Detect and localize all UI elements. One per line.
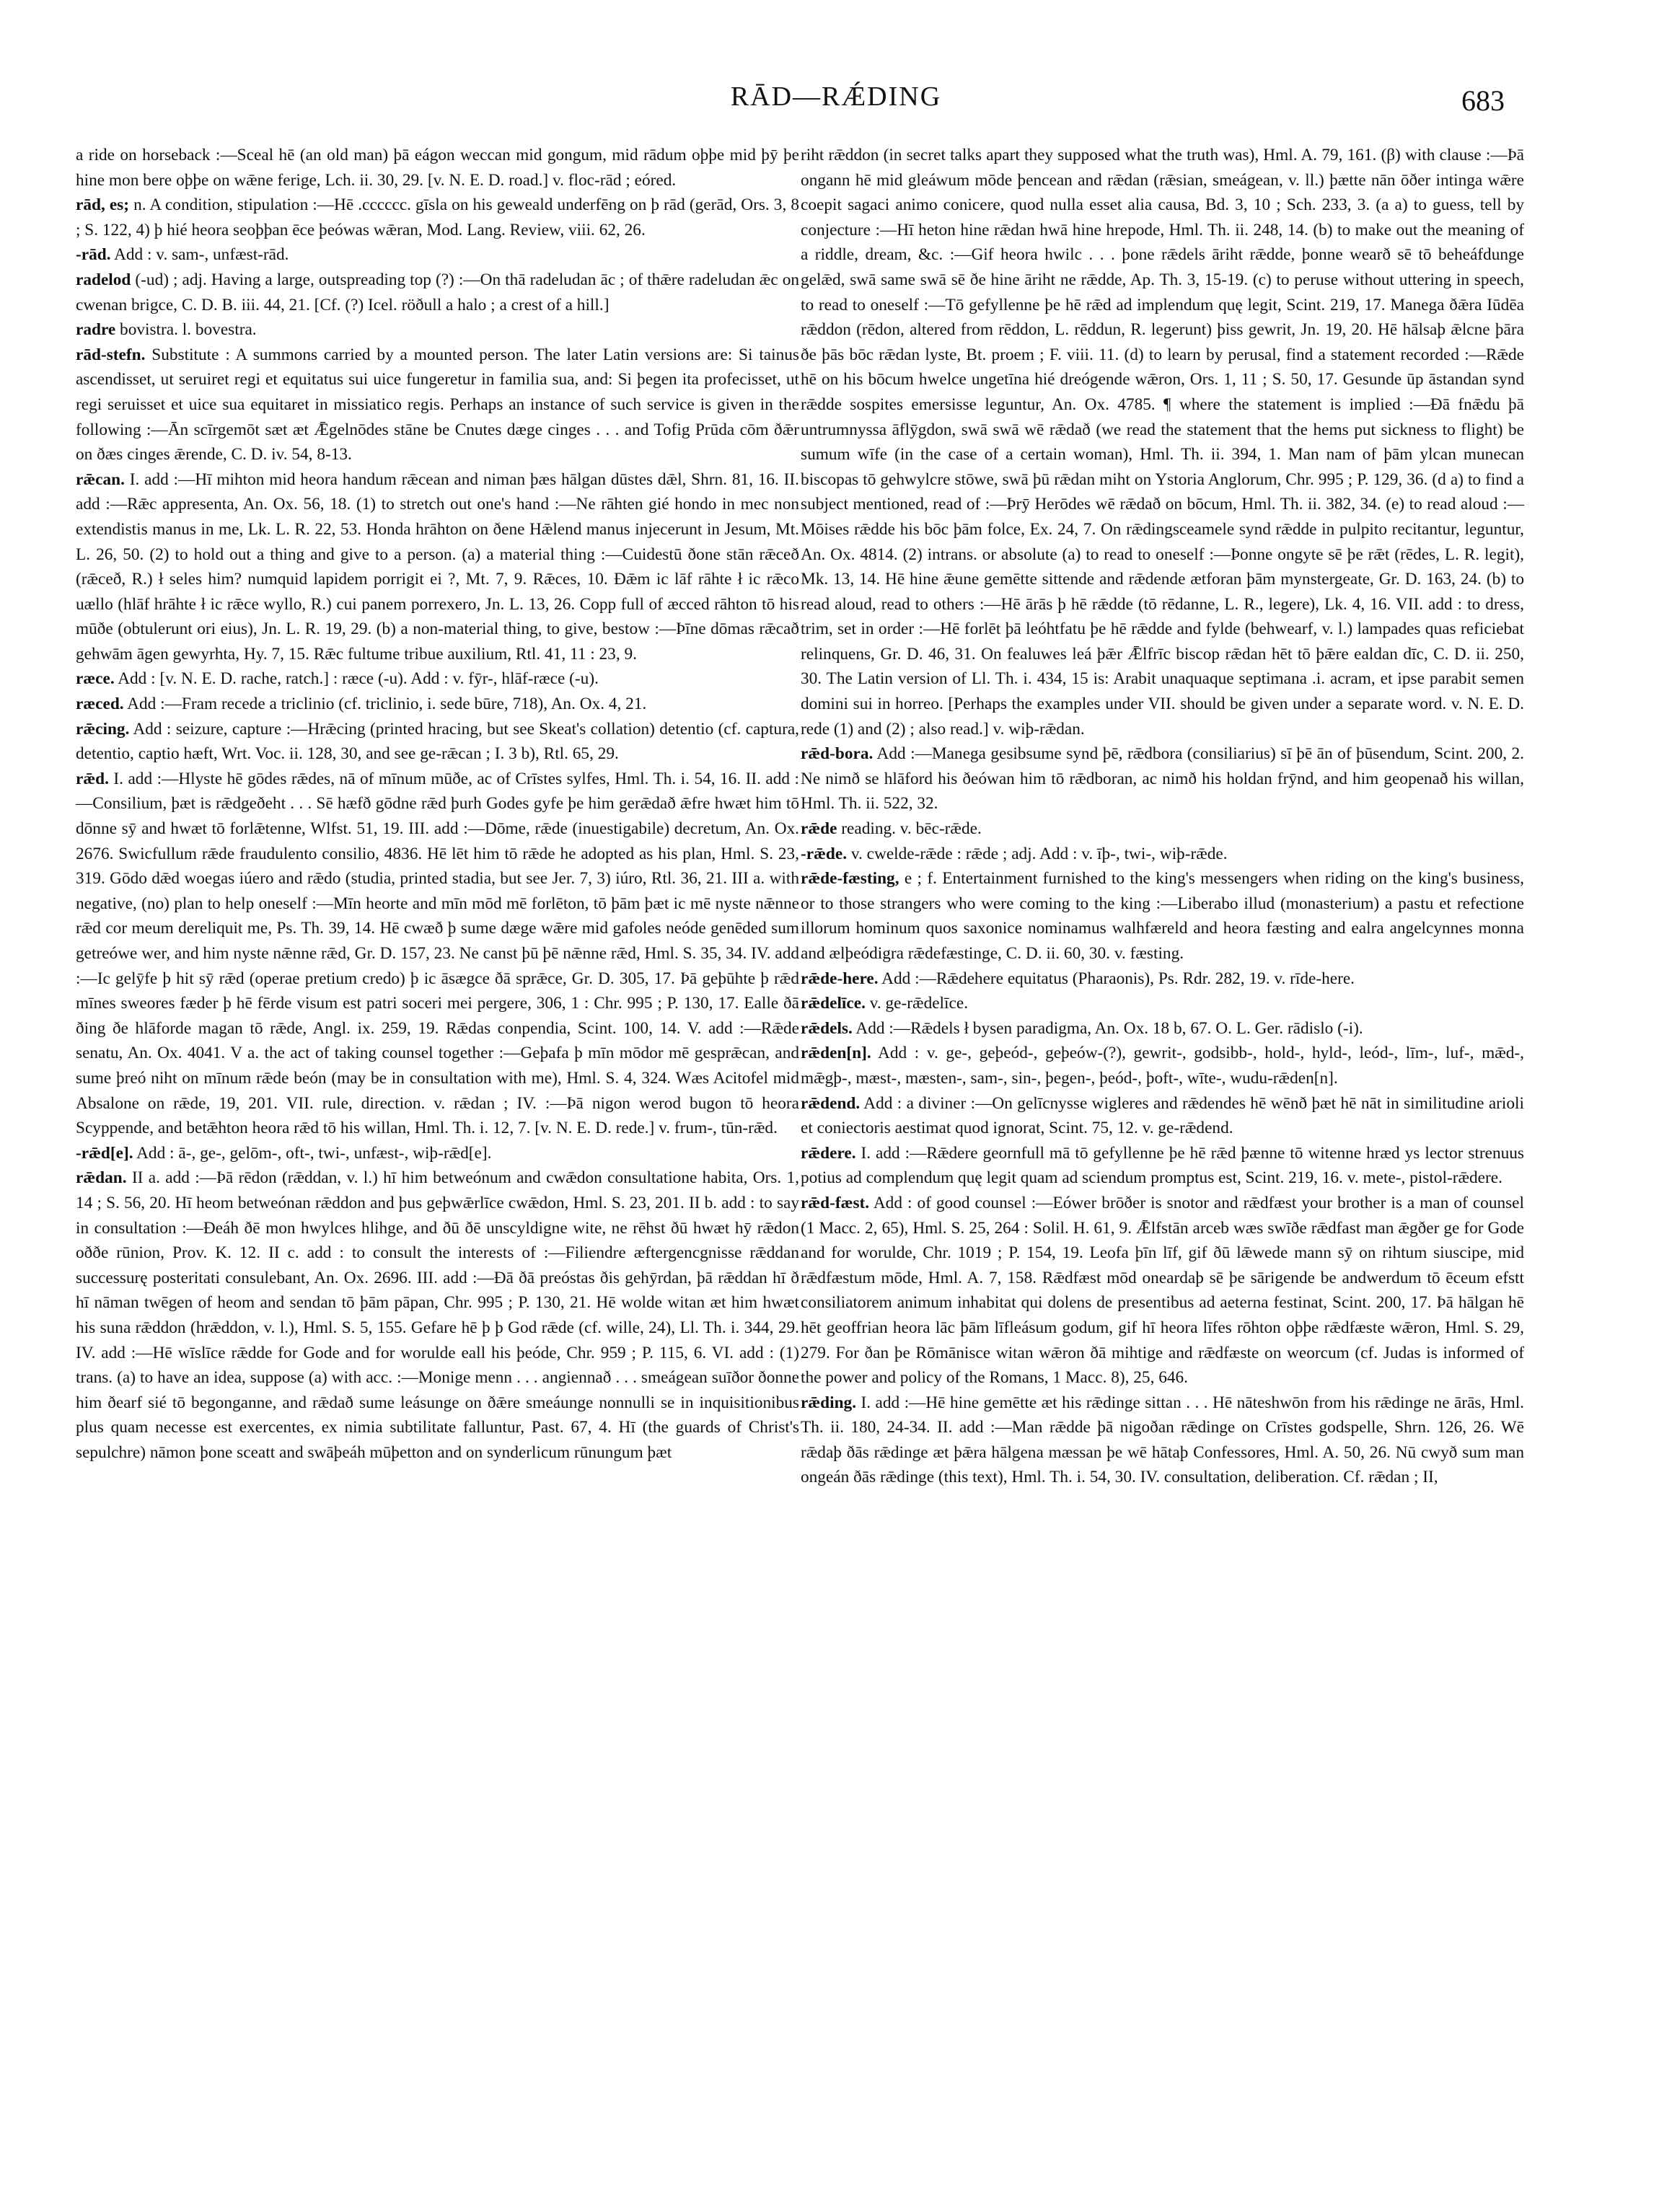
dictionary-entry [76, 692, 799, 717]
entry-headword: rād-stefn. [76, 345, 146, 364]
dictionary-entry [76, 1166, 799, 1465]
entry-headword: rǣdan. [76, 1168, 127, 1188]
dictionary-entry [801, 143, 1524, 741]
entry-headword: -rǣd[e]. [76, 1143, 133, 1163]
entry-text: (-ud) ; adj. Having a large, outspreading top (?) :—On thā radeludan āc ; of thǣre radeludan ǣc on cwenan brigce, C. D. B. iii. 44, 21. [Cf. (?) Icel. röðull a halo ; a crest of a hill.] [76, 270, 799, 314]
dictionary-entry [801, 1141, 1524, 1191]
dictionary-entry [801, 1091, 1524, 1141]
dictionary-entry [801, 741, 1524, 816]
entry-headword: rǣdelīce. [801, 994, 866, 1013]
dictionary-entry [76, 767, 799, 1141]
dictionary-entry [76, 143, 799, 193]
entry-text: Add :—Rǣdehere equitatus (Pharaonis), Ps. Rdr. 282, 19. v. rīde-here. [878, 969, 1355, 988]
dictionary-entry [76, 1141, 799, 1166]
dictionary-entry [76, 467, 799, 667]
entry-headword: rǣdere. [801, 1143, 856, 1163]
entry-headword: rǣcan. [76, 470, 125, 489]
entry-text: Add :—Rǣdels ł bysen paradigma, An. Ox. 18 b, 67. O. L. Ger. rādislo (-i). [852, 1018, 1363, 1038]
dictionary-entry [801, 816, 1524, 842]
entry-headword: ræced. [76, 695, 124, 714]
entry-headword: rǣde [801, 819, 837, 839]
entry-text: bovistra. l. bovestra. [115, 320, 257, 340]
dictionary-entry [76, 717, 799, 767]
dictionary-entry [801, 1016, 1524, 1041]
entry-headword: radelod [76, 270, 131, 289]
entry-text: Add : of good counsel :—Eówer brōðer is snotor and rǣdfæst your brother is a man of counsel (1 Macc. 2, 65), Hml. S. 25, 264 : Solil. H. 61, 9. Ǣlfstān arceb wæs swīðe rǣdfast man ǣgðer ge for Gode and for worulde, Chr. 1019 ; P. 154, 19. Leofa þīn līf, gif ðū lǣwede mann sȳ on rihtum siuscipe, mid rǣdfæstum mōde, Hml. A. 7, 158. Rǣdfæst mōd oneardaþ sē þe sārigende be andwerdum tō ēceum efstt consiliatorem animum inhabitat qui dolens de presentibus ad aeterna festinat, Scint. 200, 17. Þā hālgan hē hēt geoffrian heora lāc þām līfleásum godum, gif hī heora līfes rōhton oþþe rǣdfæste wǣron, Hml. S. 29, 279. For ðan þe Rōmānisce witan wǣron ðā mihtige and rǣdfæste on weorcum (cf. Judas is informed of the power and policy of the Romans, 1 Macc. 8), 25, 646. [801, 1193, 1524, 1388]
entry-text: Add : a diviner :—On gelīcnysse wigleres and rǣdendes hē wēnð þæt hē nāt in similitudine arioli et coniectoris aestimat quod ignorat, Scint. 75, 12. v. ge-rǣdend. [801, 1093, 1524, 1138]
entry-text: I. add :—Hī mihton mid heora handum rǣcean and niman þæs hālgan dūstes dǣl, Shrn. 81, 16. II. add :—Rǣc appresenta, An. Ox. 56, 18. (1) to stretch out one's hand :—Ne rāhten gié hondo in mec non extendistis manus in me, Lk. L. R. 22, 53. Honda hrāhton on ðene Hǣlend manus injecerunt in Jesum, Mt. L. 26, 50. (2) to hold out a thing and give to a person. (a) a material thing :—Cuidestū ðone stān rǣceð (rǣceð, R.) ł seles him? numquid lapidem porrigit ei ?, Mt. 7, 9. Rǣces, 10. Ðǣm ic lāf rāhte ł ic rǣco uællo (hlāf hrāhte ł ic rǣce wyllo, R.) cui panem porrexero, Jn. L. 13, 26. Copp full of æcced rāhton tō his mūðe (obtulerunt ori eius), Jn. L. R. 19, 29. (b) a non-material thing, to give, bestow :—Þīne dōmas rǣcað gehwām āgen gewyrhta, Hy. 7, 15. Rǣc fultume tribue auxilium, Rtl. 41, 11 : 23, 9. [76, 470, 799, 664]
dictionary-entry [76, 317, 799, 343]
dictionary-entry [801, 1041, 1524, 1090]
dictionary-entry [76, 268, 799, 317]
entry-text: Add :—Fram recede a triclinio (cf. triclinio, i. sede būre, 718), An. Ox. 4, 21. [123, 695, 647, 714]
entry-text: e ; f. Entertainment furnished to the king's messengers when riding on the king's business, or to those strangers who were coming to the king :—Liberabo illud (monasterium) a pastu et refectione illorum hominum quos saxonice nominamus walhfæreld and heora fæsting and ealra angelcynnes monna and ælþeódigra rǣdefæstinge, C. D. ii. 60, 30. v. fæsting. [801, 869, 1524, 963]
running-title: RĀD—RǼDING [730, 81, 942, 112]
entry-headword: rǣden[n]. [801, 1044, 871, 1063]
entry-text: Add : v. ge-, geþeód-, geþeów-(?), gewrit-, godsibb-, hold-, hyld-, leód-, līm-, luf-, mǣd-, mǣgþ-, mæst-, mæsten-, sam-, sin-, þegen-, þeód-, þoft-, wīte-, wudu-rǣden[n]. [801, 1044, 1524, 1088]
entry-headword: rǣcing. [76, 719, 130, 739]
entry-headword: rǣde-fæsting, [801, 869, 899, 889]
dictionary-entry [76, 343, 799, 467]
entry-headword: radre [76, 320, 116, 340]
entry-text: v. cwelde-rǣde : rǣde ; adj. Add : v. īþ-, twi-, wiþ-rǣde. [847, 844, 1228, 863]
entry-text: Add :—Manega gesibsume synd þē, rǣdbora (consiliarius) sī þē ān of þūsendum, Scint. 200, 2. Ne nimð se hlāford his ðeówan him tō rǣdboran, ac nimð his holdan frȳnd, and him geopenað his willan, Hml. Th. ii. 522, 32. [801, 744, 1524, 814]
entry-headword: rǣd-fæst. [801, 1193, 870, 1212]
dictionary-entry [801, 991, 1524, 1016]
dictionary-entry [76, 193, 799, 242]
entry-text: Add : seizure, capture :—Hrǣcing (printed hracing, but see Skeat's collation) detentio (cf. captura, detentio, captio hæft, Wrt. Voc. ii. 128, 30, and see ge-rǣcan ; I. 3 b), Rtl. 65, 29. [76, 719, 799, 764]
entry-text: riht rǣddon (in secret talks apart they supposed what the truth was), Hml. A. 79, 161. (β) with clause :—Þā ongann hē mid gleáwum mōde þencean and rǣdan (rǣsian, smeágean, v. ll.) þætte nān ōðer intinga wǣre coepit sagaci animo conicere, quod nulla esset alia causa, Bd. 3, 10 ; Sch. 233, 3. (a a) to guess, tell by conjecture :—Hī heton hine rǣdan hwā hine hrepode, Hml. Th. ii. 248, 14. (b) to make out the meaning of a riddle, dream, &c. :—Gif heora hwilc . . . þone rǣdels āriht rǣdde, þonne wearð sē tō beheáfdunge gelǣd, swā same swā sē ðe hine āriht ne rǣdde, Ap. Th. 3, 15-19. (c) to peruse without uttering in speech, to read to oneself :—Tō gefyllenne þe hē rǣd ad implendum quę legit, Scint. 219, 17. Manega ðǣra Iūdēa rǣddon (rēdon, altered from rēddon, L. rēddun, R. legerunt) þiss gewrit, Jn. 19, 20. Hē hālsaþ ǣlcne þāra ðe þās bōc rǣdan lyste, Bt. proem ; F. viii. 11. (d) to learn by perusal, find a statement recorded :—Rǣde hē on his bōcum hwelce ungetīna hié dreógende wǣron, Ors. 1, 11 ; S. 50, 17. Gesunde ūp āstandan synd rǣdde sospites emersisse leguntur, An. Ox. 4785. ¶ where the statement is implied :—Ðā fnǣdu þā untrumnyssa āflȳgdon, swā swā wē rǣdað (we read the statement that the hems put sickness to flight) be sumum wīfe (in the case of a certain woman), Hml. Th. ii. 394, 1. Man nam of þām ylcan munecan biscopas tō gehwylcre stōwe, swā þū rǣdan miht on Ystoria Anglorum, Chr. 995 ; P. 129, 36. (d a) to find a subject mentioned, read of :—Þrȳ Herōdes wē rǣdað on bōcum, Hml. Th. ii. 382, 34. (e) to read aloud :—Mōises rǣdde his bōc þām folce, Ex. 24, 7. On rǣdingsceamele synd rǣdde in pulpito recitantur, leguntur, An. Ox. 4814. (2) intrans. or absolute (a) to read to oneself :—Þonne ongyte sē þe rǣt (rēdes, L. R. legit), Mk. 13, 14. Hē hine ǣune gemētte sittende and rǣdende ætforan þām mynstergeate, Gr. D. 163, 24. (b) to read aloud, read to others :—Hē ārās þ hē rǣdde (tō rēdanne, L. R., legere), Lk. 4, 16. VII. add : to dress, trim, set in order :—Hē forlēt þā leóhtfatu þe hē rǣdde and fylde (behwearf, v. l.) lampades quas reficiebat relinquens, Gr. D. 46, 31. On fealuwes leá þǣr Ǣlfrīc biscop rǣdan hēt tō þǣre ealdan dīc, C. D. ii. 250, 30. The Latin version of Ll. Th. i. 434, 15 is: Arabit unaquaque septimana .i. acram, et ipse parabit semen domini sui in horreo. [Perhaps the examples under VII. should be given under a separate word. v. N. E. D. rede (1) and (2) ; also read.] v. wiþ-rǣdan. [801, 146, 1524, 739]
entry-headword: rǣdels. [801, 1018, 853, 1038]
dictionary-entry [76, 666, 799, 692]
entry-text: I. add :—Hē hine gemētte æt his rǣdinge sittan . . . Hē nāteshwōn from his rǣdinge ne ārās, Hml. Th. ii. 180, 24-34. II. add :—Man rǣdde þā nigoðan rǣdinge on Crīstes godspelle, Shrn. 126, 26. Wē rǣdaþ ðās rǣdinge æt þǣra hālgena mæssan þe wē hātaþ Confessores, Hml. A. 50, 26. Nū cwyð sum man ongeán ðās rǣdinge (this text), Hml. Th. i. 54, 30. IV. consultation, deliberation. Cf. rǣdan ; II, [801, 1393, 1524, 1487]
right-column [801, 143, 1524, 1490]
entry-headword: rǣding. [801, 1393, 857, 1412]
entry-headword: rād, es; [76, 195, 130, 215]
left-column [76, 143, 799, 1465]
entry-headword: rǣd-bora. [801, 744, 874, 764]
entry-headword: -rād. [76, 245, 111, 265]
entry-text: I. add :—Rǣdere geornfull mā tō gefyllenne þe hē rǣd þænne tō witenne hræd ys lector strenuus potius ad complendum quę legit quam ad sciendum promptus est, Scint. 219, 16. v. mete-, pistol-rǣdere. [801, 1143, 1524, 1188]
entry-headword: -rǣde. [801, 844, 848, 863]
entry-text: reading. v. bēc-rǣde. [837, 819, 982, 839]
page-number: 683 [1461, 84, 1505, 117]
entry-headword: rǣd. [76, 769, 109, 788]
dictionary-entry [76, 242, 799, 268]
dictionary-entry [801, 1391, 1524, 1490]
entry-text: a ride on horseback :—Sceal hē (an old man) þā eágon weccan mid gongum, mid rādum oþþe mid þȳ þe hine mon bere oþþe on wǣne ferige, Lch. ii. 30, 29. [v. N. E. D. road.] v. floc-rād ; eóred. [76, 146, 799, 190]
entry-text: Add : v. sam-, unfæst-rād. [110, 245, 289, 265]
entry-text: Add : [v. N. E. D. rache, ratch.] : ræce (-u). Add : v. fȳr-, hlāf-ræce (-u). [114, 669, 599, 689]
dictionary-entry [801, 866, 1524, 966]
entry-headword: rǣde-here. [801, 969, 879, 988]
entry-text: n. A condition, stipulation :—Hē .cccccc. gīsla on his geweald underfēng on þ rād (gerād, Ors. 3, 8 ; S. 122, 4) þ hié heora seoþþan ēce þeówas wǣran, Mod. Lang. Review, viii. 62, 26. [76, 195, 800, 239]
entry-text: II a. add :—Þā rēdon (rǣddan, v. l.) hī him betweónum and cwǣdon consultatione habita, Ors. 1, 14 ; S. 56, 20. Hī heom betweónan rǣddon and þus geþwǣrlīce cwǣdon, Hml. S. 23, 201. II b. add : to say in consultation :—Ðeáh ðē mon hwylces hlihge, and ðū ðē unscyldigne wite, ne rēhst ðū hwæt hȳ rǣdon oððe rūnion, Prov. K. 12. II c. add : to consult the interests of :—Filiendre æftergencgnisse rǣddan successurę posteritati consulebant, An. Ox. 2696. III. add :—Ðā ðā preóstas ðis gehȳrdan, þā rǣddan hī ð hī nāman twēgen of heom and sendan tō þām pāpan, Chr. 995 ; P. 130, 21. Hē wolde witan æt him hwæt his suna rǣddon (hrǣddon, v. l.), Hml. S. 5, 155. Gefare hē þ þ God rǣde (cf. wille, 24), Ll. Th. i. 344, 29. IV. add :—Hē wīslīce rǣdde for Gode and for worulde eall his þeóde, Chr. 959 ; P. 115, 6. VI. add : (1) trans. (a) to have an idea, suppose (a) with acc. :—Monige menn . . . angiennað . . . smeágean suīðor ðonne him ðearf sié tō begonganne, and rǣdað sume leásunge on ðǣre smeáunge nonnulli se in inquisitionibus plus quam necesse est exercentes, ex nimia subtilitate falluntur, Past. 67, 4. Hī (the guards of Christ's sepulchre) nāmon þone sceatt and swāþeáh mūþetton and on synderlicum rūnungum þæt [76, 1168, 799, 1462]
entry-headword: ræce. [76, 669, 115, 689]
entry-text: v. ge-rǣdelīce. [865, 994, 969, 1013]
dictionary-entry [801, 1191, 1524, 1391]
dictionary-entry [801, 842, 1524, 867]
dictionary-entry [801, 966, 1524, 992]
entry-text: Substitute : A summons carried by a mounted person. The later Latin versions are: Si tainus ascendisset, ut seruiret regi et equitatus sui uice fungeretur in familia sua, and: Si þegen ita profecisset, ut regi seruisset et uice sua equitaret in missiatico regis. Perhaps an instance of such service is given in the following :—Ān scīrgemōt sæt æt Ǣgelnōdes stāne be Cnutes dæge cinges . . . and Tofig Prūda cōm ðǣr on ðæs cinges ǣrende, C. D. iv. 54, 8-13. [76, 345, 799, 464]
entry-headword: rǣdend. [801, 1093, 861, 1113]
entry-text: Add : ā-, ge-, gelōm-, oft-, twi-, unfæst-, wiþ-rǣd[e]. [133, 1143, 492, 1163]
entry-text: I. add :—Hlyste hē gōdes rǣdes, nā of mīnum mūðe, ac of Crīstes sylfes, Hml. Th. i. 54, 16. II. add :—Consilium, þæt is rǣdgeðeht . . . Sē hæfð gōdne rǣd þurh Godes gyfe þe him gerǣdað ǣfre hwæt him tō dōnne sȳ and hwæt tō forlǣtenne, Wlfst. 51, 19. III. add :—Dōme, rǣde (inuestigabile) decretum, An. Ox. 2676. Swicfullum rǣde fraudulento consilio, 4836. Hē lēt him tō rǣde he adopted as his plan, Hml. S. 23, 319. Gōdo dǣd woegas iúero and rǣdo (studia, printed stadia, but see Jer. 7, 3) iúro, Rtl. 36, 21. III a. with negative, (no) plan to help oneself :—Mīn heorte and mīn mōd mē forlēton, tō þām þæt ic mē nyste nǣnne rǣd cor meum dereliquit me, Ps. Th. 39, 14. Hē cwæð þ sume dæge wǣre mid gafoles neóde genēded sum getreówe wer, and him nyste nǣnne rǣd, Gr. D. 157, 23. Ne canst þū þē nǣnne rǣd, Hml. S. 35, 34. IV. add :—Ic gelȳfe þ hit sȳ rǣd (operae pretium credo) þ ic āsægce ðā sprǣce, Gr. D. 305, 17. Þā geþūhte þ rǣd mīnes sweores fæder þ hē fērde visum est patri soceri mei pergere, 306, 1 : Chr. 995 ; P. 130, 17. Ealle ðā ðing ðe hlāforde magan tō rǣde, Angl. ix. 259, 19. Rǣdas conpendia, Scint. 100, 14. V. add :—Rǣde senatu, An. Ox. 4041. V a. the act of taking counsel together :—Geþafa þ mīn mōdor mē gesprǣcan, and sume þreó niht on mīnum rǣde beón (may be in consultation with me), Hml. S. 4, 324. Wæs Acitofel mid Absalone on rǣde, 19, 201. VII. rule, direction. v. rǣdan ; IV. :—Þā nigon werod bugon tō heora Scyppende, and betǣhton heora rǣd tō his willan, Hml. Th. i. 12, 7. [v. N. E. D. rede.] v. frum-, tūn-rǣd. [76, 769, 799, 1138]
